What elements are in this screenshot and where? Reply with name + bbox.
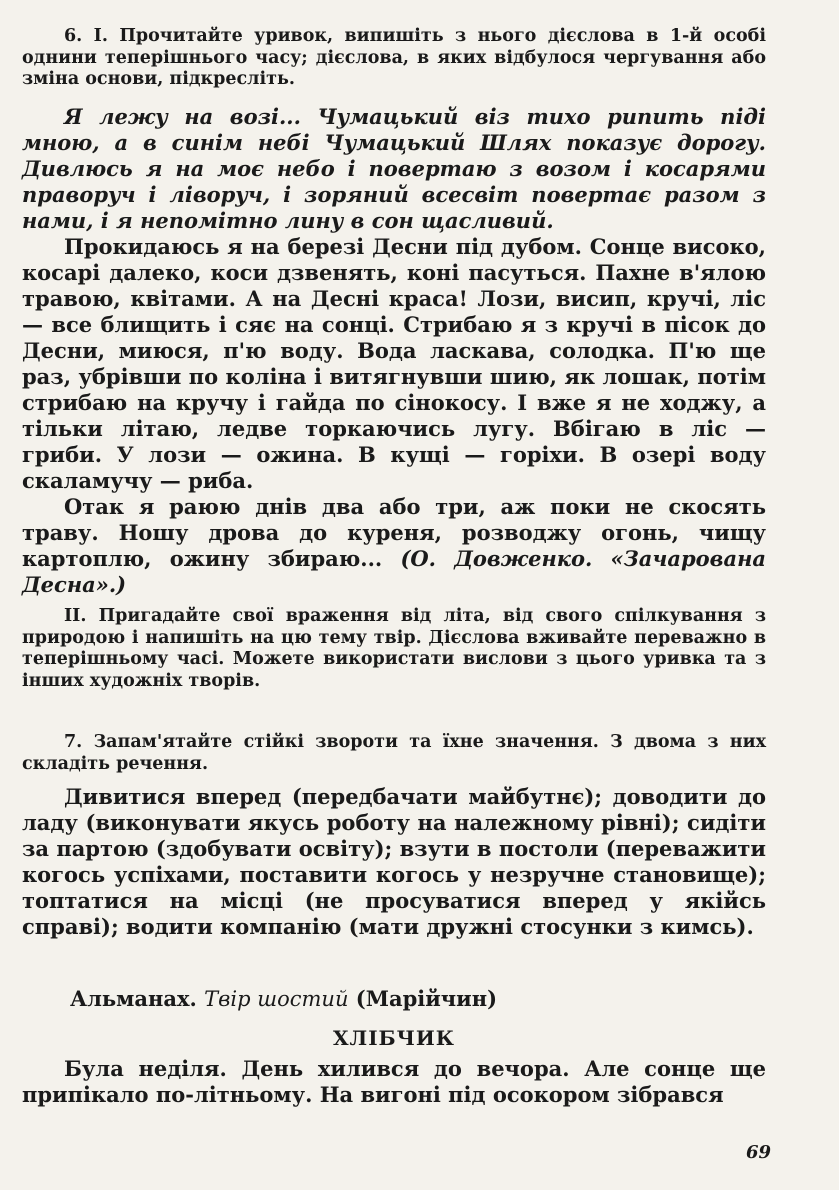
story-paragraph: Була неділя. День хилився до вечора. Але сонце ще припікало по-літньому. На вигоні під осокором зібрався xyxy=(22,1056,766,1107)
story-text xyxy=(22,1056,766,1108)
almanac-work: Твір шостий xyxy=(204,987,349,1011)
idioms-list xyxy=(22,784,766,940)
task-6-part-2 xyxy=(22,606,766,692)
task-number: 6. I. xyxy=(64,26,108,46)
idioms-text: Дивитися вперед (передбачати майбутнє); доводити до ладу (виконувати якусь роботу на належному рівні); сидіти за партою (здобувати освіту); взути в постоли (переважити когось успіхами, поставити когось у незручне становище); топтатися на місці (не просуватися вперед у якійсь справі); водити компанію (мати дружні стосунки з кимсь). xyxy=(22,784,766,939)
almanac-author: (Марійчин) xyxy=(355,986,498,1011)
story-title: ХЛІБЧИК xyxy=(333,1026,455,1050)
excerpt-paragraph-3-text: Отак я раюю днів два або три, аж поки не скосять траву. Ношу дрова до куреня, розводжу огонь, чищу картоплю, ожину збираю... xyxy=(22,494,766,571)
task-text: Пригадайте свої враження від літа, від свого спілкування з природою і напишіть на цю тему твір. Дієслова вживайте переважно в теперішньому часі. Можете використати вислови з цього уривка та з інших художніх творів. xyxy=(22,606,766,691)
task-number: II. xyxy=(64,606,87,626)
task-6-instruction xyxy=(22,26,766,91)
almanac-label: Альманах. xyxy=(70,986,197,1011)
task-7-instruction xyxy=(22,732,766,775)
excerpt xyxy=(22,104,766,598)
excerpt-paragraph-1: Я лежу на возі... Чумацький віз тихо рипить піді мною, а в синім небі Чумацький Шлях показує дорогу. Дивлюсь я на моє небо і повертаю з возом і косарями праворуч і ліворуч, і зоряний всесвіт повертає разом з нами, і я непомітно лину в сон щасливий. xyxy=(22,104,766,233)
excerpt-paragraph-3 xyxy=(22,494,766,598)
task-text: Запам'ятайте стійкі звороти та їхне значення. З двома з них складіть речення. xyxy=(22,732,767,774)
almanac-heading xyxy=(22,986,766,1012)
citation: (О. Довженко. «Зачарована Десна».) xyxy=(22,546,766,597)
page-number: 69 xyxy=(745,1142,771,1163)
excerpt-paragraph-2: Прокидаюсь я на березі Десни під дубом. Сонце високо, косарі далеко, коси дзвенять, коні пасуться. Пахне в'ялою травою, квітами. А на Десні краса! Лози, висип, кручі, ліс — все блищить і сяє на сонці. Стрибаю я з кручі в пісок до Десни, миюся, п'ю воду. Вода ласкава, солодка. П'ю ще раз, убрівши по коліна і витягнувши шию, як лошак, потім стрибаю на кручу і гайда по сінокосу. І вже я не ходжу, а тільки літаю, ледве торкаючись лугу. Вбігаю в ліс — гриби. У лози — ожина. В кущі — горіхи. В озері воду скаламучу — риба. xyxy=(22,234,766,493)
task-number: 7. xyxy=(64,732,83,752)
task-text: Прочитайте уривок, випишіть з нього дієслова в 1-й особі однини теперішнього часу; дієслова, в яких відбулося чергування або зміна основи, підкресліть. xyxy=(22,26,766,89)
